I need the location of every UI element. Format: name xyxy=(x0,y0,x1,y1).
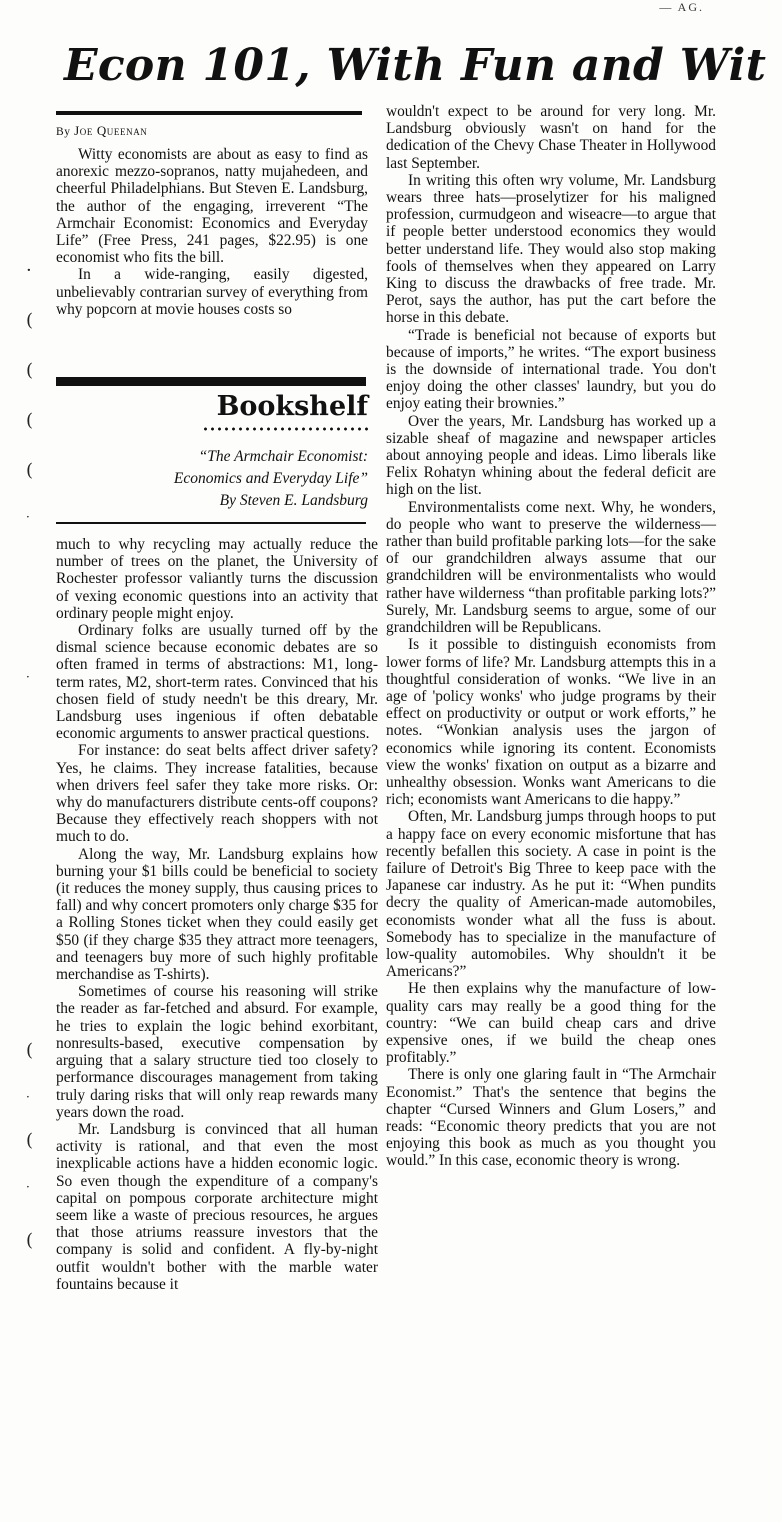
paragraph: Over the years, Mr. Landsburg has worked up a sizable sheaf of magazine and newspaper articles about annoying people and ideas. Limo liberals like Felix Rohatyn whining about the federal deficit are high on the list. xyxy=(386,412,716,499)
book-author: By Steven E. Landsburg xyxy=(219,492,368,509)
paragraph: wouldn't expect to be around for very long. Mr. Landsburg obviously wasn't on hand for the dedication of the Chevy Chase Theater in Hollywood last September. xyxy=(386,103,716,172)
bookshelf-title: Bookshelf xyxy=(216,391,368,422)
paragraph: Witty economists are about as easy to find as anorexic mezzo-sopranos, natty mujahedeen, and cheerful Philadelphians. But Steven E. Landsburg, the author of the engaging, irreverent “The Armchair Economist: Economics and Everyday Life” (Free Press, 241 pages, $22.95) is one economist who fits the bill. xyxy=(56,146,368,267)
paragraph: Often, Mr. Landsburg jumps through hoops to put a happy face on every economic misfortune that has recently befallen this society. A case in point is the failure of Detroit's Big Three to keep pace with the Japanese car industry. As he put it: “When pundits decry the quality of American-made automobiles, economists wonder what all the fuss is about. Somebody has to specialize in the manufacture of low-quality automobiles. Why shouldn't it be Americans?” xyxy=(386,808,716,981)
paragraph: For instance: do seat belts affect driver safety? Yes, he claims. They increase fatalities, because when drivers feel safer they take more risks. Or: why do manufacturers distribute cents-off coupons? Because they effectively reach shoppers with not much to do. xyxy=(56,742,378,846)
book-title-line-1: “The Armchair Economist: xyxy=(198,448,368,465)
byline-author: Joe Queenan xyxy=(74,123,148,138)
paragraph: Mr. Landsburg is convinced that all human activity is rational, and that even the most inexplicable actions have a hidden economic logic. So even though the expenditure of a company's capital on pompous corporate architecture might seem like a waste of precious resources, he argues that those atriums reassure investors that the company is solid and confident. A fly-by-night outfit wouldn't bother with the marble water fountains because it xyxy=(56,1120,378,1293)
bookshelf-top-rule xyxy=(56,377,366,386)
paragraph: In a wide-ranging, easily digested, unbelievably contrarian survey of everything from why popcorn at movie houses costs so xyxy=(56,266,368,318)
corner-mark: — AG. xyxy=(659,0,704,14)
left-column-bottom xyxy=(56,536,378,1293)
paragraph: Is it possible to distinguish economists from lower forms of life? Mr. Landsburg attempts this in a thoughtful consideration of wonks. “We live in an age of 'policy wonks' who judge programs by their effect on productivity or output or work efforts,” he notes. “Wonkian analysis uses the jargon of economics while ignoring its content. Economists view the wonks' fixation on output as a bizarre and unhealthy obsession. Wonks want Americans to die rich; economists want Americans to die happy.” xyxy=(386,636,716,809)
paragraph: Ordinary folks are usually turned off by the dismal science because economic debates are so often framed in terms of abstractions: M1, long-term rates, M2, short-term rates. Convinced that his chosen field of study needn't be this dreary, Mr. Landsburg uses ingenious if often debatable economic arguments to answer practical questions. xyxy=(56,622,378,743)
left-column-top xyxy=(56,146,368,318)
paragraph: Sometimes of course his reasoning will strike the reader as far-fetched and absurd. For example, he tries to explain the logic behind exorbitant, nonresults-based, executive compensation by arguing that a salary structure tied too closely to performance discourages management from taking truly daring risks that will only reap rewards many years down the road. xyxy=(56,983,378,1121)
bookshelf-dot-rule xyxy=(202,426,368,432)
right-column xyxy=(386,103,716,1170)
book-info xyxy=(56,446,368,512)
byline-prefix: By xyxy=(56,126,71,138)
paragraph: He then explains why the manufacture of low-quality cars may really be a good thing for the country: “We can build cheap cars and drive expensive ones, if we build the cheap ones profitably.” xyxy=(386,980,716,1067)
paragraph: Along the way, Mr. Landsburg explains how burning your $1 bills could be beneficial to society (it reduces the money supply, thus causing prices to fall) and why concert promoters only charge $35 for a Rolling Stones ticket when they could easily get $50 (if they charge $35 they attract more teenagers, and teenagers buy more of such highly profitable merchandise as T-shirts). xyxy=(56,845,378,984)
paragraph: In writing this often wry volume, Mr. Landsburg wears three hats—proselytizer for his maligned profession, curmudgeon and wiseacre—to argue that if people better understood economics they would better understand life. They would also stop making fools of themselves when they appeared on Larry King to discuss the drawbacks of free trade. Mr. Perot, says the author, has put the cart before the horse in this debate. xyxy=(386,171,716,327)
scan-margin-marks: · ( ( ( ( · · ( · ( · ( xyxy=(26,260,34,1251)
paragraph: “Trade is beneficial not because of exports but because of imports,” he writes. “The export business is the downside of international trade. You don't enjoy doing the other classes' laundry, but you do enjoy eating their brownies.” xyxy=(386,326,716,413)
bookshelf-bottom-rule xyxy=(56,522,366,524)
book-title-line-2: Economics and Everyday Life” xyxy=(173,470,368,487)
paragraph: much to why recycling may actually reduce the number of trees on the planet, the University of Rochester professor valiantly turns the discussion of vexing economic questions into an activity that ordinary people might enjoy. xyxy=(56,536,378,622)
byline-rule xyxy=(56,111,362,115)
paragraph: Environmentalists come next. Why, he wonders, do people who want to preserve the wilderness—rather than build profitable parking lots—for the sake of our grandchildren always assume that our grandchildren will be environmentalists who would rather have wilderness “than profitable parking lots?” Surely, Mr. Landsburg seems to argue, some of our grandchildren will be Republicans. xyxy=(386,498,716,637)
byline xyxy=(56,123,147,139)
paragraph: There is only one glaring fault in “The Armchair Economist.” That's the sentence that begins the chapter “Cursed Winners and Glum Losers,” and reads: “Economic theory predicts that you are not enjoying this book as much as you thought you would.” In this case, economic theory is wrong. xyxy=(386,1066,716,1170)
article-headline: Econ 101, With Fun and Wit xyxy=(64,40,767,91)
